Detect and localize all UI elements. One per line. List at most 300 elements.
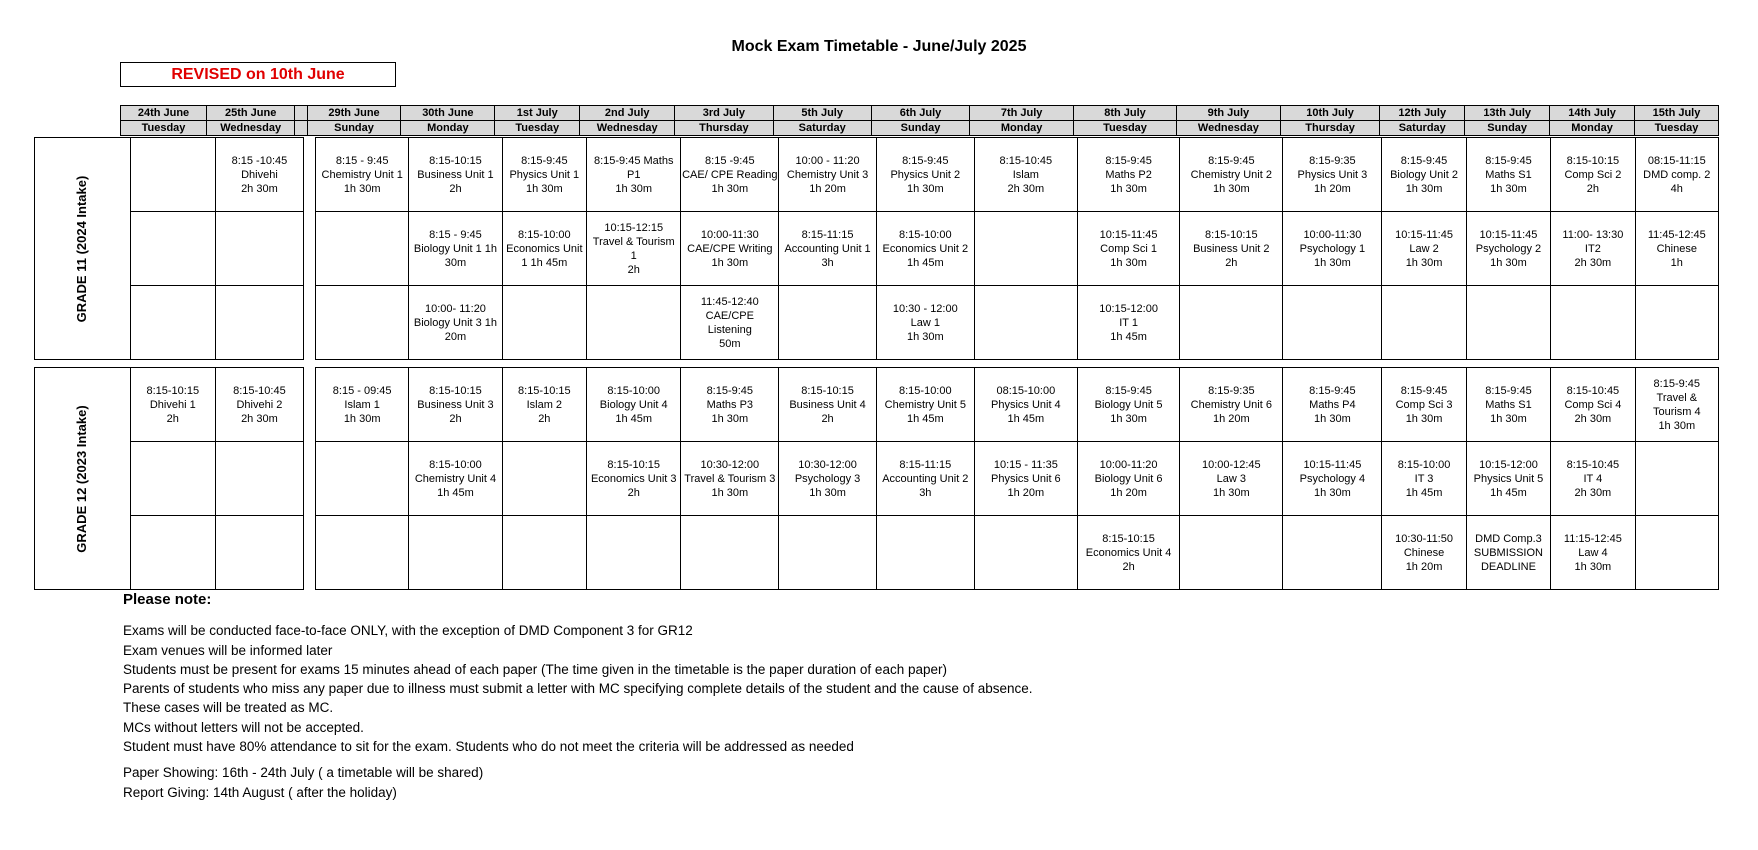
day-header-cell: Sunday (871, 121, 969, 136)
exam-cell (1466, 516, 1550, 590)
exam-cell (1635, 286, 1718, 360)
exam-cell-line: 8:15-10:00 (899, 228, 952, 241)
exam-cell-line: Comp Sci 2 (1564, 168, 1622, 181)
note-extra-line: Report Giving: 14th August ( after the holiday) (123, 784, 397, 800)
exam-cell-line: Maths P4 (1309, 398, 1356, 411)
exam-cell-line: SUBMISSION (1473, 546, 1543, 559)
day-header-cell: Monday (970, 121, 1074, 136)
exam-cell-line: CAE/CPE (705, 309, 754, 322)
exam-cell-line: Law 4 (1578, 546, 1608, 559)
exam-cell (409, 516, 502, 590)
exam-cell-line: 1h 45m (906, 412, 944, 425)
exam-cell-line: 1 1h 45m (521, 256, 568, 269)
exam-cell-line: 1h 30m (1314, 486, 1351, 499)
exam-cell-line: 8:15-9:45 (1400, 154, 1448, 167)
day-header-cell: Tuesday (1635, 121, 1719, 136)
grade-12-row (35, 516, 1719, 590)
exam-cell-line: 2h (1122, 560, 1135, 573)
exam-cell (1635, 368, 1718, 442)
exam-cell-line: 8:15 -9:45 (705, 154, 755, 167)
exam-cell-line: 3h (821, 256, 834, 269)
grade-12-label-cell (35, 368, 131, 590)
exam-cell-line: 10:30-12:00 (798, 458, 857, 471)
exam-cell-line: 8:15-9:45 (521, 154, 568, 167)
exam-cell-line: 8:15 - 09:45 (332, 384, 392, 397)
exam-cell-line: Psychology 1 (1299, 242, 1366, 255)
exam-cell (130, 138, 216, 212)
exam-cell (876, 368, 974, 442)
exam-cell-line: 8:15-9:45 (1485, 384, 1532, 397)
exam-cell-line: 1h 30m (1405, 412, 1443, 425)
grade-11-table (34, 137, 1719, 360)
exam-cell (1551, 286, 1635, 360)
gap-cell (303, 212, 315, 286)
date-header-cell: 8th July (1074, 106, 1177, 121)
exam-cell (1466, 286, 1550, 360)
exam-cell-line: 8:15-10:45 (233, 384, 286, 397)
exam-cell-line: 8:15-9:45 (706, 384, 754, 397)
exam-cell (130, 516, 216, 590)
exam-cell-line: 8:15-9:45 Maths (593, 154, 674, 167)
exam-cell (216, 516, 304, 590)
exam-cell (409, 138, 502, 212)
exam-cell-line: 10:15-12:00 (1099, 302, 1158, 315)
date-header-cell: 2nd July (580, 106, 675, 121)
exam-cell (1180, 212, 1283, 286)
exam-cell-line: 11:45-12:40 (700, 295, 759, 308)
exam-cell (409, 442, 502, 516)
exam-cell-line: 1h 30m (1110, 256, 1147, 269)
exam-cell-line: IT2 (1584, 242, 1601, 255)
exam-cell-line: Maths P2 (1105, 168, 1152, 181)
exam-cell-line: 8:15-9:45 (902, 154, 949, 167)
exam-cell (974, 212, 1077, 286)
exam-cell (409, 286, 502, 360)
exam-cell-line: Physics Unit 3 (1297, 168, 1368, 181)
exam-cell (681, 516, 779, 590)
exam-cell-line: 1h 30m (525, 182, 563, 195)
exam-cell (1180, 442, 1283, 516)
exam-cell (974, 138, 1077, 212)
exam-cell (130, 212, 216, 286)
exam-cell-line: 10:00 - 11:20 (795, 154, 860, 167)
day-header-cell: Tuesday (121, 121, 207, 136)
day-header-cell: Sunday (1465, 121, 1550, 136)
exam-cell (1466, 138, 1550, 212)
exam-cell (1283, 138, 1382, 212)
day-header-cell: Monday (1550, 121, 1635, 136)
date-header-cell: 3rd July (675, 106, 773, 121)
exam-cell (1382, 138, 1466, 212)
exam-cell-line: 1h 30m (1405, 182, 1443, 195)
grade-11-label-cell (35, 138, 131, 360)
exam-cell-line: 10:15-11:45 (1099, 228, 1158, 241)
exam-cell (1077, 516, 1179, 590)
exam-cell-line: 1h (1670, 256, 1683, 269)
exam-cell (1382, 286, 1466, 360)
grade-11-label: GRADE 11 (2024 Intake) (74, 175, 90, 322)
exam-cell-line: Business Unit 3 (417, 398, 494, 411)
exam-cell (1635, 212, 1718, 286)
exam-cell (1551, 442, 1635, 516)
exam-cell (974, 516, 1077, 590)
exam-cell (974, 368, 1077, 442)
exam-cell-line: Law 1 (910, 316, 940, 329)
exam-cell (1551, 368, 1635, 442)
exam-cell-line: Law 3 (1216, 472, 1246, 485)
exam-cell (1180, 138, 1283, 212)
grade-12-label: GRADE 12 (2023 Intake) (74, 404, 90, 553)
exam-cell (1551, 212, 1635, 286)
exam-cell-line: 10:15 - 11:35 (993, 458, 1058, 471)
exam-cell (1077, 368, 1179, 442)
exam-cell-line: IT 4 (1583, 472, 1603, 485)
exam-cell (1077, 286, 1179, 360)
exam-cell-line: CAE/CPE Writing (687, 242, 773, 255)
day-header-cell: Saturday (1380, 121, 1465, 136)
grade-12-table (34, 367, 1719, 590)
exam-cell (502, 368, 586, 442)
exam-cell-line: 10:15-11:45 (1395, 228, 1453, 241)
exam-cell-line: 8:15-9:35 (1208, 384, 1255, 397)
exam-cell (1382, 212, 1466, 286)
exam-cell-line: 50m (719, 337, 741, 350)
exam-cell-line: 1h 30m (711, 256, 749, 269)
note-line: Parents of students who miss any paper due to illness must submit a letter with MC specifying complete details of the student and the cause of absence. (123, 681, 1033, 697)
exam-cell-line: 1h 30m (1405, 256, 1443, 269)
date-header-cell: 14th July (1550, 106, 1635, 121)
exam-cell (1551, 516, 1635, 590)
exam-cell-line: Law 2 (1409, 242, 1439, 255)
note-line: Exams will be conducted face-to-face ONLY, with the exception of DMD Component 3 for GR12 (123, 623, 693, 639)
day-header-cell: Thursday (1280, 121, 1379, 136)
exam-cell-line: 1h 30m (1110, 412, 1147, 425)
exam-cell-line: 8:15-10:15 (607, 458, 661, 471)
exam-cell-line: 20m (444, 330, 467, 343)
grade-12-row (35, 368, 1719, 442)
exam-cell (409, 212, 502, 286)
exam-cell-line: 1h 20m (1314, 182, 1351, 195)
exam-cell (1466, 212, 1550, 286)
exam-cell-line: 1h 30m (343, 412, 381, 425)
exam-cell-line: 10:30 - 12:00 (892, 302, 958, 315)
exam-cell (1635, 138, 1718, 212)
exam-cell-line: 2h 30m (1574, 412, 1612, 425)
exam-cell-line: Chemistry Unit 3 (786, 168, 869, 181)
notes-section (123, 590, 1032, 802)
exam-cell-line: 1h 20m (1007, 486, 1045, 499)
note-line: Exam venues will be informed later (123, 642, 333, 658)
day-header-cell: Wednesday (207, 121, 295, 136)
exam-cell-line: 1h 30m (809, 486, 846, 499)
date-header-cell: 7th July (970, 106, 1074, 121)
exam-cell-line: 4h (1670, 182, 1683, 195)
exam-cell (779, 442, 877, 516)
exam-cell-line: 10:15-12:00 (1479, 458, 1538, 471)
exam-cell-line: Dhivehi 1 (149, 398, 196, 411)
exam-cell-line: 2h (1586, 182, 1599, 195)
exam-cell (587, 368, 681, 442)
header-gap (295, 106, 307, 121)
note-line: These cases will be treated as MC. (123, 700, 334, 716)
exam-cell-line: Chemistry Unit 6 (1190, 398, 1272, 411)
exam-cell-line: 10:15-12:15 (604, 221, 664, 234)
date-header-table (120, 105, 1719, 136)
exam-cell-line: 2h (449, 182, 462, 195)
exam-cell-line: Economics Unit 4 (1085, 546, 1172, 559)
exam-cell (502, 138, 586, 212)
exam-cell-line: Chemistry Unit 4 (414, 472, 497, 485)
exam-cell (587, 516, 681, 590)
exam-cell-line: 1h 30m (711, 182, 749, 195)
exam-cell (1382, 442, 1466, 516)
exam-cell (587, 442, 681, 516)
exam-cell (502, 442, 586, 516)
exam-cell (1635, 516, 1718, 590)
date-header-cell: 25th June (207, 106, 295, 121)
exam-cell-line: 11:15-12:45 (1563, 532, 1622, 545)
exam-cell-line: 1h 20m (809, 182, 846, 195)
exam-cell-line: IT 1 (1119, 316, 1138, 329)
day-header-cell: Wednesday (580, 121, 675, 136)
exam-cell (681, 442, 779, 516)
exam-cell-line: 1h 30m (1658, 419, 1696, 432)
exam-cell-line: Business Unit 1 (417, 168, 494, 181)
exam-cell-line: 2h 30m (1574, 256, 1612, 269)
exam-cell-line: 1h 30m (1490, 182, 1527, 195)
exam-cell-line: 2h 30m (241, 182, 278, 195)
page-title: Mock Exam Timetable - June/July 2025 (731, 38, 1027, 55)
exam-cell-line: CAE/ CPE Reading (682, 168, 778, 181)
date-header-cell: 6th July (871, 106, 969, 121)
exam-cell-line: Economics Unit 2 (882, 242, 969, 255)
exam-cell-line: 8:15-10:00 (607, 384, 661, 397)
gap-cell (303, 516, 315, 590)
exam-cell (587, 138, 681, 212)
exam-cell-line: 11:00- 13:30 (1562, 228, 1624, 241)
exam-cell-line: 1 (630, 249, 637, 262)
exam-cell (130, 442, 216, 516)
exam-cell-line: 2h (166, 412, 179, 425)
exam-cell-line: Physics Unit 1 (509, 168, 580, 181)
exam-cell-line: Biology Unit 5 (1094, 398, 1163, 411)
exam-cell-line: 8:15-9:45 (1400, 384, 1448, 397)
exam-cell-line: Business Unit 4 (789, 398, 866, 411)
exam-cell-line: Biology Unit 4 (599, 398, 668, 411)
exam-cell-line: 2h 30m (1574, 486, 1612, 499)
exam-cell (316, 212, 409, 286)
exam-cell-line: 2h (538, 412, 551, 425)
exam-cell-line: 8:15-10:15 (1205, 228, 1258, 241)
exam-cell (216, 368, 304, 442)
exam-cell-line: DMD Comp.3 (1475, 532, 1542, 545)
exam-cell-line: 8:15-9:45 (1208, 154, 1255, 167)
exam-cell (779, 368, 877, 442)
exam-cell-line: Physics Unit 6 (990, 472, 1061, 485)
date-header-cell: 10th July (1280, 106, 1379, 121)
exam-cell-line: 8:15-10:15 (801, 384, 854, 397)
exam-cell-line: 30m (444, 256, 467, 269)
exam-cell-line: 8:15-10:15 (518, 384, 571, 397)
exam-cell-line: DMD comp. 2 (1643, 168, 1711, 181)
exam-cell-line: 8:15-9:45 (1309, 384, 1356, 397)
exam-cell (876, 138, 974, 212)
exam-cell-line: 8:15-9:45 (1485, 154, 1532, 167)
exam-cell (779, 286, 877, 360)
exam-cell-line: Accounting Unit 1 (784, 242, 871, 255)
exam-cell-line: 1h 45m (1007, 412, 1045, 425)
note-line: Students must be present for exams 15 minutes ahead of each paper (The time given in the timetable is the paper duration of each paper) (123, 661, 947, 677)
exam-cell (216, 442, 304, 516)
header-gap (295, 121, 307, 136)
exam-cell-line: 1h 45m (1405, 486, 1443, 499)
exam-cell-line: 1h 30m (1490, 412, 1527, 425)
exam-cell-line: 1h 30m (1212, 486, 1250, 499)
exam-cell (316, 286, 409, 360)
exam-cell-line: Islam (1012, 168, 1039, 181)
exam-cell-line: 8:15-9:35 (1309, 154, 1356, 167)
exam-cell-line: 8:15-9:45 (1653, 377, 1701, 390)
exam-cell (876, 286, 974, 360)
exam-cell (1180, 368, 1283, 442)
exam-cell-line: 1h 20m (1110, 486, 1147, 499)
date-header-cell: 1st July (495, 106, 580, 121)
exam-cell-line: 8:15-10:00 (899, 384, 952, 397)
exam-cell-line: 1h 30m (1490, 256, 1527, 269)
exam-cell-line: Islam 1 (344, 398, 380, 411)
exam-cell-line: Dhivehi (241, 168, 278, 181)
exam-cell-line: Physics Unit 2 (890, 168, 961, 181)
day-header-cell: Tuesday (1074, 121, 1177, 136)
exam-cell (1180, 286, 1283, 360)
exam-cell-line: Biology Unit 1 1h (413, 242, 498, 255)
grade-12-row (35, 442, 1719, 516)
exam-cell-line: Chinese (1403, 546, 1445, 559)
exam-cell (974, 286, 1077, 360)
exam-cell-line: 8:15-10:15 (1566, 154, 1620, 167)
exam-cell-line: 1h 20m (1405, 560, 1443, 573)
exam-cell-line: 1h 30m (1574, 560, 1612, 573)
exam-cell-line: Travel & Tourism (592, 235, 675, 248)
exam-cell (876, 516, 974, 590)
day-header-cell: Saturday (773, 121, 871, 136)
exam-cell-line: 1h 20m (1212, 412, 1250, 425)
exam-cell (1283, 368, 1382, 442)
gap-cell (303, 442, 315, 516)
exam-cell-line: 1h 30m (711, 486, 749, 499)
exam-cell (681, 138, 779, 212)
exam-cell-line: 2h (627, 263, 640, 276)
date-header-cell: 29th June (307, 106, 401, 121)
exam-cell-line: 10:00- 11:20 (424, 302, 486, 315)
date-header-cell: 9th July (1176, 106, 1280, 121)
gap-cell (303, 286, 315, 360)
grade-11-row (35, 212, 1719, 286)
exam-cell (502, 516, 586, 590)
exam-cell-line: 10:30-11:50 (1395, 532, 1453, 545)
exam-cell-line: Maths P3 (706, 398, 754, 411)
exam-cell-line: Comp Sci 1 (1100, 242, 1157, 255)
exam-cell (1077, 138, 1179, 212)
exam-cell (1382, 368, 1466, 442)
exam-cell-line: 8:15-10:00 (518, 228, 571, 241)
exam-cell-line: IT 3 (1414, 472, 1434, 485)
day-header-cell: Sunday (307, 121, 401, 136)
exam-cell-line: 8:15-11:15 (801, 228, 854, 241)
exam-cell-line: Psychology 2 (1475, 242, 1542, 255)
grade-11-row (35, 286, 1719, 360)
note-line: Student must have 80% attendance to sit for the exam. Students who do not meet the criteria will be addressed as needed (123, 739, 854, 755)
exam-cell-line: 10:00-11:20 (1099, 458, 1158, 471)
exam-cell-line: Chemistry Unit 1 (321, 168, 403, 181)
date-header-cell: 30th June (401, 106, 495, 121)
exam-cell (1551, 138, 1635, 212)
exam-cell-line: 8:15-11:15 (899, 458, 952, 471)
exam-cell-line: 1h 30m (343, 182, 381, 195)
note-line: MCs without letters will not be accepted. (123, 719, 364, 735)
exam-cell-line: Psychology 4 (1299, 472, 1366, 485)
exam-cell-line: Biology Unit 3 1h (413, 316, 498, 329)
day-header-cell: Thursday (675, 121, 773, 136)
exam-cell-line: Travel & (1656, 391, 1698, 404)
exam-cell-line: 8:15-10:15 (429, 154, 482, 167)
exam-cell-line: 11:45-12:45 (1647, 228, 1706, 241)
exam-cell-line: 10:00-12:45 (1201, 458, 1261, 471)
exam-cell-line: 10:15-11:45 (1303, 458, 1362, 471)
exam-cell (1466, 368, 1550, 442)
exam-cell-line: 8:15 - 9:45 (429, 228, 482, 241)
exam-cell-line: 10:15-11:45 (1479, 228, 1538, 241)
exam-cell (779, 516, 877, 590)
exam-cell-line: 1h 45m (906, 256, 944, 269)
exam-cell-line: 1h 45m (437, 486, 474, 499)
exam-cell-line: 10:00-11:30 (700, 228, 759, 241)
exam-cell-line: Maths S1 (1485, 398, 1532, 411)
exam-cell (316, 368, 409, 442)
exam-cell-line: Chemistry Unit 5 (884, 398, 966, 411)
exam-cell-line: 1h 30m (1314, 256, 1351, 269)
date-header-cell: 15th July (1635, 106, 1719, 121)
exam-cell-line: 1h 30m (1110, 182, 1147, 195)
exam-cell-line: 2h 30m (1007, 182, 1045, 195)
exam-cell-line: Listening (707, 323, 752, 336)
exam-cell (1283, 516, 1382, 590)
exam-cell (587, 286, 681, 360)
exam-cell (681, 212, 779, 286)
exam-cell-line: 8:15-10:45 (1566, 458, 1620, 471)
exam-cell-line: 8:15-10:00 (429, 458, 482, 471)
exam-cell-line: Chinese (1656, 242, 1697, 255)
exam-cell-line: 08:15-10:00 (996, 384, 1056, 397)
exam-cell-line: 1h 45m (1490, 486, 1527, 499)
date-header-cell: 12th July (1380, 106, 1465, 121)
exam-cell-line: Economics Unit 3 (590, 472, 677, 485)
exam-cell-line: Comp Sci 3 (1395, 398, 1453, 411)
exam-cell-line: 1h 30m (906, 182, 944, 195)
exam-cell-line: Physics Unit 4 (990, 398, 1061, 411)
exam-cell-line: Accounting Unit 2 (882, 472, 969, 485)
exam-cell-line: Travel & Tourism 3 (684, 472, 776, 485)
exam-cell-line: 2h 30m (241, 412, 278, 425)
day-header-cell: Wednesday (1176, 121, 1280, 136)
exam-cell (316, 516, 409, 590)
exam-cell-line: 10:00-11:30 (1303, 228, 1362, 241)
exam-cell (779, 138, 877, 212)
exam-cell-line: 08:15-11:15 (1647, 154, 1706, 167)
exam-cell-line: Comp Sci 4 (1564, 398, 1622, 411)
exam-cell (216, 212, 304, 286)
exam-cell-line: Psychology 3 (794, 472, 861, 485)
